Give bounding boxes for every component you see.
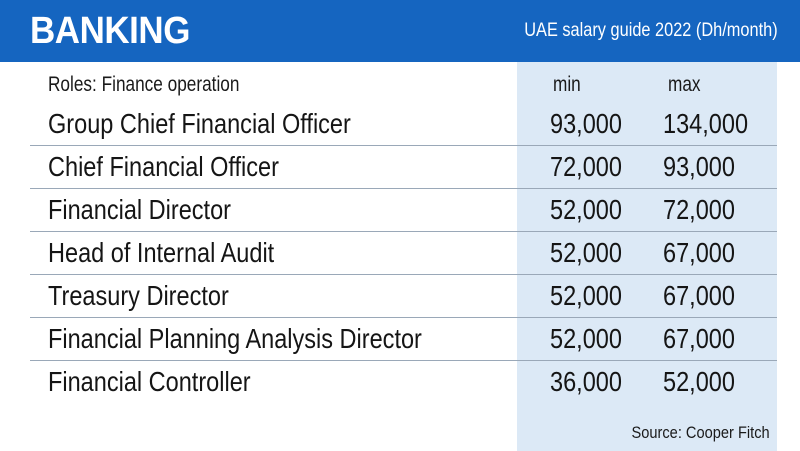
min-salary-cell: 52,000 [550, 280, 622, 311]
table-row [30, 188, 777, 231]
role-cell: Chief Financial Officer [48, 151, 279, 182]
max-salary-cell: 67,000 [663, 280, 735, 311]
table-row [30, 102, 777, 145]
role-cell: Financial Director [48, 194, 232, 225]
max-salary-cell: 52,000 [663, 366, 735, 397]
min-salary-cell: 72,000 [550, 151, 622, 182]
source-note: Source: Cooper Fitch [631, 423, 770, 442]
header-bar [0, 0, 800, 62]
role-cell: Financial Controller [48, 366, 251, 397]
max-salary-cell: 72,000 [663, 194, 735, 225]
max-salary-cell: 93,000 [663, 151, 735, 182]
role-cell: Group Chief Financial Officer [48, 108, 351, 139]
chart-title: BANKING [30, 10, 190, 52]
table-row [30, 231, 777, 274]
column-header-max: max [668, 73, 701, 96]
max-salary-cell: 67,000 [663, 237, 735, 268]
table-row [30, 274, 777, 317]
role-cell: Treasury Director [48, 280, 229, 311]
min-salary-cell: 36,000 [550, 366, 622, 397]
min-salary-cell: 52,000 [550, 194, 622, 225]
table-row [30, 145, 777, 188]
chart-subtitle: UAE salary guide 2022 (Dh/month) [524, 20, 778, 41]
max-salary-cell: 67,000 [663, 323, 735, 354]
min-salary-cell: 52,000 [550, 323, 622, 354]
max-salary-cell: 134,000 [663, 108, 749, 139]
column-header-min: min [553, 73, 581, 96]
column-header-roles: Roles: Finance operation [48, 73, 240, 96]
min-salary-cell: 52,000 [550, 237, 622, 268]
table-row [30, 317, 777, 360]
table-row [30, 360, 777, 403]
min-salary-cell: 93,000 [550, 108, 622, 139]
role-cell: Head of Internal Audit [48, 237, 275, 268]
role-cell: Financial Planning Analysis Director [48, 323, 422, 354]
